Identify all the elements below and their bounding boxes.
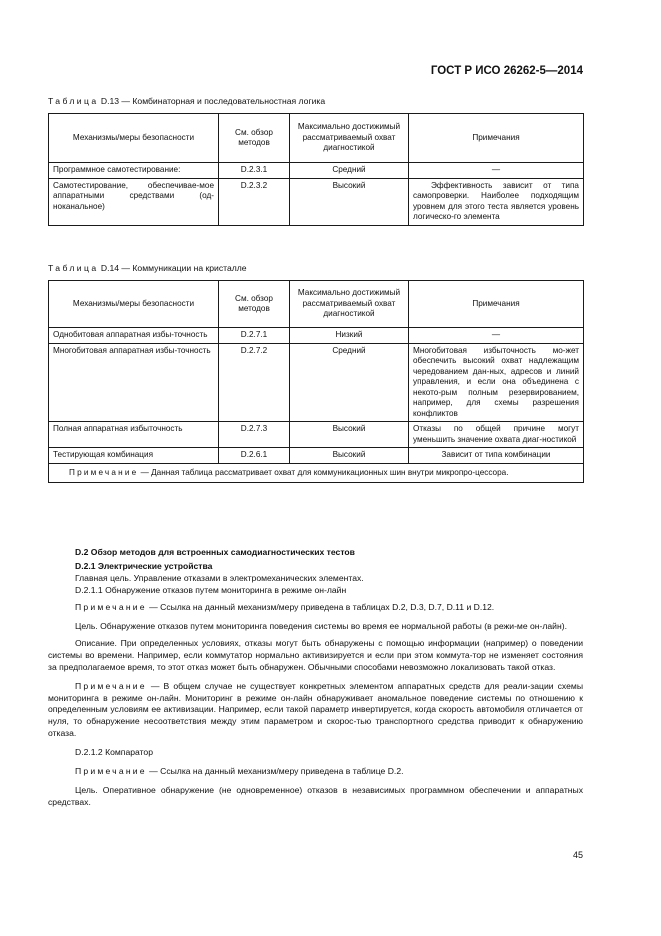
note-text: — В общем случае не существует конкретных элементом аппаратных средств для реали-зации схемы мониторинга в режиме он-лайн. Мониторинг в режиме он-лайн обнаруживает аномальное поведение системы по отношению к определенным условиям ее активизации. Например, если такой параметр инвертируется, когда скорость автомобиля отличается от нуля, то обнаружение несоответствия между этим параметром и скорос-тью транспортного средства приводит к обнаружению отказа. xyxy=(48,680,583,739)
column-header: Примечания xyxy=(409,114,584,163)
column-header: Примечания xyxy=(409,281,584,328)
table-row xyxy=(49,163,584,179)
table-row xyxy=(49,343,584,422)
cell-ref: D.2.3.1 xyxy=(219,163,290,179)
table-d14-caption-text: D.14 — Коммуникации на кристалле xyxy=(100,263,247,273)
cell-note: Эффективность зависит от типа самопроверки. Наиболее подходящим уровнем для этого теста является уровень логическо-го элемента xyxy=(409,178,584,225)
note-paragraph xyxy=(48,681,583,740)
cell-coverage: Высокий xyxy=(290,422,409,448)
paragraph-main-goal: Главная цель. Управление отказами в электромеханических элементах. xyxy=(75,572,364,583)
cell-note: Многобитовая избыточность мо-жет обеспечить высокий охват надлежащим чередованием дан-ных, адресов и линий управления, и если она объединена с некото-рым полным резервированием, например, для схемы разрешения конфликтов xyxy=(409,343,584,422)
cell-coverage: Средний xyxy=(290,343,409,422)
cell-ref: D.2.7.3 xyxy=(219,422,290,448)
subsection-title-d212: D.2.1.2 Компаратор xyxy=(75,747,153,758)
table-note xyxy=(49,463,584,483)
table-note-row xyxy=(49,463,584,483)
cell-mechanism: Самотестирование, обеспечивае-мое аппаратными средствами (од-ноканальное) xyxy=(49,178,219,225)
column-header: См. обзор методов xyxy=(219,114,290,163)
note-label: Примечание xyxy=(69,467,139,477)
paragraph-goal: Цель. Обнаружение отказов путем мониторинга поведения системы во время ее нормальной работы (в режи-ме он-лайн). xyxy=(75,621,567,632)
note-text: — Ссылка на данный механизм/меру приведена в таблицах D.2, D.3, D.7, D.11 и D.12. xyxy=(149,602,495,613)
cell-mechanism: Однобитовая аппаратная избы-точность xyxy=(49,328,219,344)
cell-coverage: Высокий xyxy=(290,448,409,464)
note-paragraph xyxy=(48,766,583,778)
column-header: Механизмы/меры безопасности xyxy=(49,114,219,163)
section-heading-d2: D.2 Обзор методов для встроенных самодиагностических тестов xyxy=(75,547,355,557)
table-row xyxy=(49,328,584,344)
cell-coverage: Низкий xyxy=(290,328,409,344)
cell-ref: D.2.7.2 xyxy=(219,343,290,422)
cell-mechanism: Полная аппаратная избыточность xyxy=(49,422,219,448)
cell-mechanism: Программное самотестирование: xyxy=(49,163,219,179)
column-header: Максимально достижимый рассматриваемый охват диагностикой xyxy=(290,281,409,328)
document-header: ГОСТ Р ИСО 26262-5—2014 xyxy=(430,65,583,77)
cell-ref: D.2.7.1 xyxy=(219,328,290,344)
cell-ref: D.2.6.1 xyxy=(219,448,290,464)
section-body xyxy=(48,547,583,808)
table-row xyxy=(49,448,584,464)
note-paragraph xyxy=(48,602,583,614)
cell-coverage: Средний xyxy=(290,163,409,179)
note-label: Примечание xyxy=(75,602,147,613)
table-row xyxy=(49,422,584,448)
cell-note: — xyxy=(409,328,584,344)
note-label: Примечание xyxy=(75,765,147,776)
cell-mechanism: Многобитовая аппаратная избы-точность xyxy=(49,343,219,422)
column-header: См. обзор методов xyxy=(219,281,290,328)
table-d13-caption-prefix: Таблица xyxy=(48,96,99,106)
paragraph-goal: Цель. Оперативное обнаружение (не одновременное) отказов в независимых программном обеспечении и аппаратных средствах. xyxy=(48,784,583,807)
table-d13-caption-text: D.13 — Комбинаторная и последовательностная логика xyxy=(100,96,326,106)
table-d14-caption xyxy=(48,263,247,273)
page-number: 45 xyxy=(572,850,583,860)
table-d14-caption-prefix: Таблица xyxy=(48,263,99,273)
paragraph-description: Описание. При определенных условиях, отказы могут быть обнаружены с помощью информации (например) о поведении системы во времени. Например, если коммутатор нормально активизируется и если при этом коммута-тор не изменяет состояния за предполагаемое время, то этот отказ может быть обнаружен. Обычными способами невозможно локализовать такой отказ. xyxy=(48,638,583,672)
cell-mechanism: Тестирующая комбинация xyxy=(49,448,219,464)
section-heading-d21: D.2.1 Электрические устройства xyxy=(75,560,213,571)
note-text: — Ссылка на данный механизм/меру приведена в таблице D.2. xyxy=(149,765,404,776)
table-d14 xyxy=(48,280,584,483)
cell-note: Отказы по общей причине могут уменьшить значение охвата диаг-ностикой xyxy=(409,422,584,448)
table-d13 xyxy=(48,113,584,226)
subsection-title-d211: D.2.1.1 Обнаружение отказов путем мониторинга в режиме он-лайн xyxy=(75,584,347,595)
table-d13-caption xyxy=(48,96,325,106)
cell-note: Зависит от типа комбинации xyxy=(409,448,584,464)
note-text: — Данная таблица рассматривает охват для коммуникационных шин внутри микропро-цессора. xyxy=(140,467,509,477)
table-row xyxy=(49,178,584,225)
cell-coverage: Высокий xyxy=(290,178,409,225)
note-label: Примечание xyxy=(75,680,147,691)
column-header: Максимально достижимый рассматриваемый охват диагностикой xyxy=(290,114,409,163)
column-header: Механизмы/меры безопасности xyxy=(49,281,219,328)
cell-ref: D.2.3.2 xyxy=(219,178,290,225)
cell-note: — xyxy=(409,163,584,179)
